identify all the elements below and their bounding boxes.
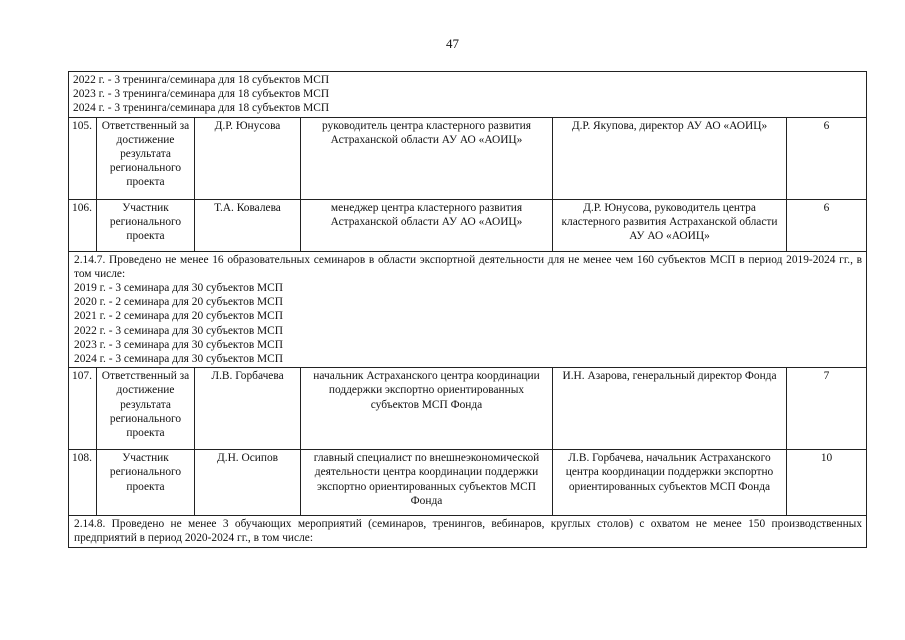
row-number: 107. bbox=[69, 368, 97, 450]
section-line: 2024 г. - 3 семинара для 30 субъектов МСП bbox=[74, 353, 283, 366]
trainings-line: 2023 г. - 3 тренинга/семинара для 18 субъектов МСП bbox=[73, 88, 330, 101]
table-row bbox=[69, 117, 867, 199]
section-line: 2021 г. - 2 семинара для 20 субъектов МСП bbox=[74, 310, 283, 323]
responsibility-table bbox=[68, 71, 867, 548]
row-name: Л.В. Горбачева bbox=[195, 368, 301, 450]
row-role: Участник регионального проекта bbox=[97, 450, 195, 516]
section-row bbox=[69, 516, 867, 547]
section-line: 2023 г. - 3 семинара для 30 субъектов МСП bbox=[74, 338, 283, 351]
row-position: менеджер центра кластерного развития Астраханской области АУ АО «АОИЦ» bbox=[301, 199, 553, 251]
row-load: 6 bbox=[787, 117, 867, 199]
trainings-line: 2022 г. - 3 тренинга/семинара для 18 субъектов МСП bbox=[73, 74, 330, 86]
row-number: 105. bbox=[69, 117, 97, 199]
section-2-14-8 bbox=[69, 516, 867, 547]
section-row bbox=[69, 251, 867, 368]
section-line: 2020 г. - 2 семинара для 20 субъектов МСП bbox=[74, 296, 283, 309]
row-load: 7 bbox=[787, 368, 867, 450]
row-name: Т.А. Ковалева bbox=[195, 199, 301, 251]
row-number: 108. bbox=[69, 450, 97, 516]
row-supervisor: И.Н. Азарова, генеральный директор Фонда bbox=[553, 368, 787, 450]
table-row bbox=[69, 450, 867, 516]
row-load: 6 bbox=[787, 199, 867, 251]
row-supervisor: Д.Р. Юнусова, руководитель центра кластерного развития Астраханской области АУ АО «АОИЦ» bbox=[553, 199, 787, 251]
trainings-line: 2024 г. - 3 тренинга/семинара для 18 субъектов МСП bbox=[73, 102, 330, 115]
row-position: начальник Астраханского центра координации поддержки экспортно ориентированных субъектов МСП Фонда bbox=[301, 368, 553, 450]
row-role: Участник регионального проекта bbox=[97, 199, 195, 251]
trainings-block bbox=[69, 72, 867, 118]
row-load: 10 bbox=[787, 450, 867, 516]
row-role: Ответственный за достижение результата регионального проекта bbox=[97, 117, 195, 199]
section-lead: 2.14.8. Проведено не менее 3 обучающих мероприятий (семинаров, тренингов, вебинаров, круглых столов) с охватом не менее 150 производственных предприятий в период 2020-2024 гг., в том числе: bbox=[74, 518, 863, 545]
section-line: 2019 г. - 3 семинара для 30 субъектов МСП bbox=[74, 282, 283, 295]
table-row bbox=[69, 368, 867, 450]
section-2-14-7 bbox=[69, 251, 867, 368]
row-position: руководитель центра кластерного развития Астраханской области АУ АО «АОИЦ» bbox=[301, 117, 553, 199]
page-number: 47 bbox=[446, 36, 459, 51]
row-supervisor: Л.В. Горбачева, начальник Астраханского центра координации поддержки экспортно ориентированных субъектов МСП Фонда bbox=[553, 450, 787, 516]
section-lead: 2.14.7. Проведено не менее 16 образовательных семинаров в области экспортной деятельности для не менее чем 160 субъектов МСП в период 2019-2024 гг., в том числе: bbox=[74, 253, 863, 280]
row-position: главный специалист по внешнеэкономической деятельности центра координации поддержки экспортно ориентированных субъектов МСП Фонда bbox=[301, 450, 553, 516]
table-row bbox=[69, 199, 867, 251]
row-number: 106. bbox=[69, 199, 97, 251]
trainings-block-row bbox=[69, 72, 867, 118]
row-name: Д.Р. Юнусова bbox=[195, 117, 301, 199]
row-supervisor: Д.Р. Якупова, директор АУ АО «АОИЦ» bbox=[553, 117, 787, 199]
row-role: Ответственный за достижение результата регионального проекта bbox=[97, 368, 195, 450]
row-name: Д.Н. Осипов bbox=[195, 450, 301, 516]
section-line: 2022 г. - 3 семинара для 30 субъектов МСП bbox=[74, 324, 283, 337]
